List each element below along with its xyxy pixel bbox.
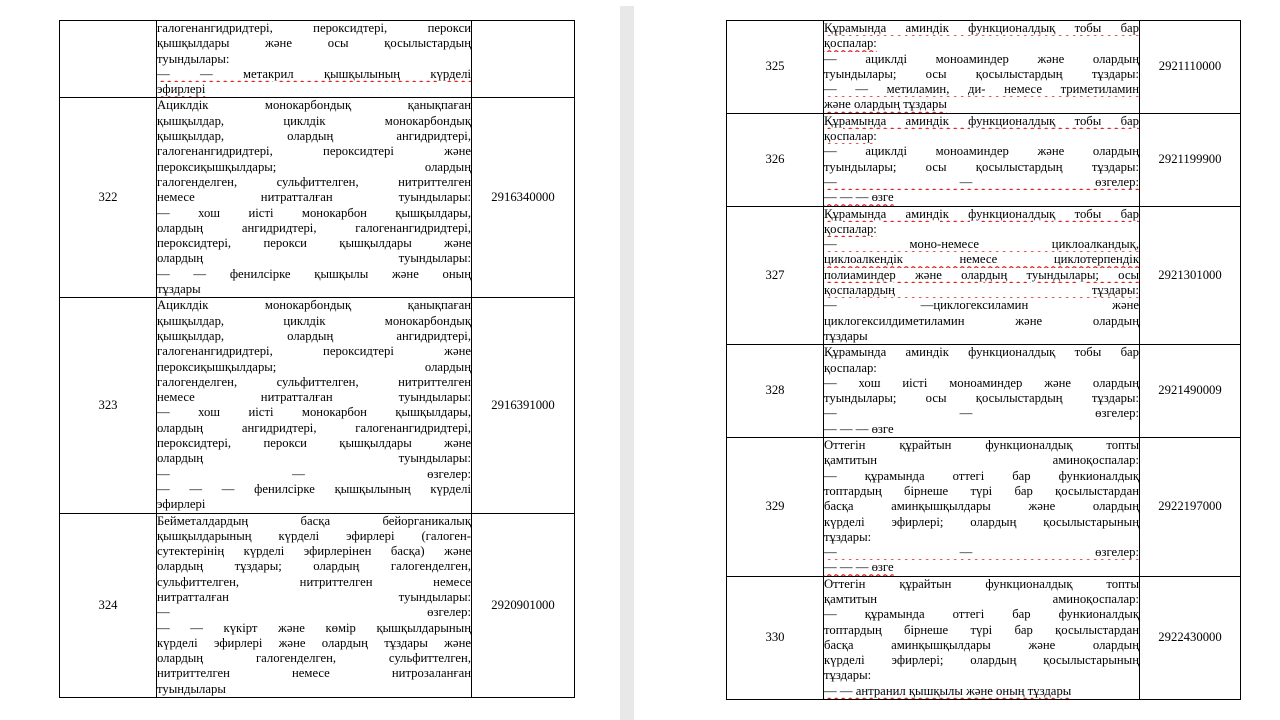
- description-line: туындылары; осы қосылыстардың тұздары:: [824, 66, 1139, 81]
- description-line: нитратталған туындылары:: [157, 589, 471, 604]
- goods-description: [824, 21, 1140, 114]
- table-row: [727, 576, 1241, 699]
- description-line: — өзгелер:: [157, 605, 471, 620]
- description-line: олардың тұздары; олардың галогенделген,: [157, 559, 471, 574]
- table-row: [727, 113, 1241, 206]
- goods-description: [824, 438, 1140, 577]
- description-line: топтардың бірнеше түрі бар қосылыстардан: [824, 622, 1139, 637]
- description-line: Құрамында аминдік функционалдық тобы бар: [824, 206, 1139, 221]
- description-line: — — күкірт және көмір қышқылдарының: [157, 620, 471, 635]
- description-line: галогенделген, сульфиттелген, нитриттелген: [157, 374, 471, 389]
- description-line: олардың галогенделген, сульфиттелген,: [157, 651, 471, 666]
- description-line: күрделі эфирлері; олардың қосылыстарының: [824, 653, 1139, 668]
- description-line: — — өзгелер:: [157, 466, 471, 481]
- hs-code: 2921199900: [1140, 113, 1241, 206]
- hs-code: [472, 21, 575, 98]
- description-line: тұздары: [824, 328, 868, 343]
- description-line: — — өзгелер:: [824, 174, 1139, 189]
- description-line: қамтитын аминоқоспалар:: [824, 591, 1139, 606]
- description-line: туындылары; осы қосылыстардың тұздары:: [824, 159, 1139, 174]
- description-line: қоспалар:: [824, 129, 877, 144]
- goods-description: [157, 298, 472, 513]
- description-line: — — — өзге: [824, 560, 894, 575]
- hs-code: 2921110000: [1140, 21, 1241, 114]
- description-line: сутектерінің күрделі эфирлерінен басқа) және: [157, 544, 471, 559]
- goods-description: [157, 513, 472, 698]
- description-line: — — өзгелер:: [824, 406, 1139, 421]
- description-line: туындылары; осы қосылыстардың тұздары:: [824, 391, 1139, 406]
- description-line: топтардың бірнеше түрі бар қосылыстардан: [824, 483, 1139, 498]
- description-line: пероксидтері, перокси қышқылдары және: [157, 436, 471, 451]
- description-line: — хош иісті монокарбон қышқылдары,: [157, 405, 471, 420]
- description-line: Бейметалдардың басқа бейорганикалық: [157, 513, 471, 528]
- description-line: қоспалар:: [824, 360, 877, 375]
- goods-description: [824, 345, 1140, 438]
- description-line: туындылары: [157, 681, 226, 696]
- description-line: немесе нитратталған туындылары:: [157, 190, 471, 205]
- description-line: Оттегін құрайтын функционалдық топты: [824, 576, 1139, 591]
- table-row: [727, 21, 1241, 114]
- description-line: — құрамында оттегі бар функионалдық: [824, 468, 1139, 483]
- description-line: пероксиқышқылдары; олардың: [157, 159, 471, 174]
- table-row: [60, 98, 575, 298]
- description-line: галогенделген, сульфиттелген, нитриттелген: [157, 174, 471, 189]
- row-number: [60, 21, 157, 98]
- hs-code: 2922430000: [1140, 576, 1241, 699]
- row-number: 324: [60, 513, 157, 698]
- table-row: [727, 206, 1241, 345]
- description-line: — құрамында оттегі бар функионалдық: [824, 607, 1139, 622]
- description-line: нитриттелген немесе нитрозаланған: [157, 666, 471, 681]
- description-line: — —циклогексиламин және: [824, 298, 1139, 313]
- goods-description: [157, 98, 472, 298]
- table-row: [727, 345, 1241, 438]
- description-line: сульфиттелген, нитриттелген немесе: [157, 574, 471, 589]
- description-line: эфирлері: [157, 82, 206, 97]
- description-line: полиаминдер және олардың туындылары; осы: [824, 267, 1139, 282]
- hs-code: 2916340000: [472, 98, 575, 298]
- description-line: циклоалкендік немесе циклотерпендік: [824, 252, 1139, 267]
- description-line: олардың ангидридтері, галогенангидридтері,: [157, 420, 471, 435]
- description-line: қышқылдар, циклдік монокарбондық: [157, 113, 471, 128]
- description-line: қышқылдар, олардың ангидридтері,: [157, 328, 471, 343]
- description-line: галогенангидридтері, пероксидтері, перокси: [157, 21, 471, 35]
- goods-description: [824, 113, 1140, 206]
- hs-code: 2920901000: [472, 513, 575, 698]
- description-line: олардың ангидридтері, галогенангидридтері,: [157, 220, 471, 235]
- goods-description: [824, 206, 1140, 345]
- table-row: [60, 21, 575, 98]
- description-line: қоспалар:: [824, 36, 877, 51]
- description-line: қышқылдар, олардың ангидридтері,: [157, 129, 471, 144]
- description-line: қамтитын аминоқоспалар:: [824, 453, 1139, 468]
- row-number: 327: [727, 206, 824, 345]
- description-line: — — фенилсірке қышқылы және оның: [157, 266, 471, 281]
- description-line: немесе нитратталған туындылары:: [157, 390, 471, 405]
- description-line: пероксидтері, перокси қышқылдары және: [157, 236, 471, 251]
- row-number: 328: [727, 345, 824, 438]
- table-row: [727, 438, 1241, 577]
- description-line: басқа аминқышқылдары және олардың: [824, 637, 1139, 652]
- row-number: 325: [727, 21, 824, 114]
- description-line: — хош иісті монокарбон қышқылдары,: [157, 205, 471, 220]
- row-number: 326: [727, 113, 824, 206]
- page-gutter: [620, 6, 634, 720]
- description-line: — хош иісті моноаминдер және олардың: [824, 375, 1139, 390]
- description-line: олардың туындылары:: [157, 451, 471, 466]
- description-line: — — — өзге: [824, 190, 894, 205]
- description-line: Құрамында аминдік функционалдық тобы бар: [824, 21, 1139, 35]
- description-line: галогенангидридтері, пероксидтері және: [157, 344, 471, 359]
- row-number: 323: [60, 298, 157, 513]
- document-page-left: [0, 0, 620, 720]
- goods-description: [157, 21, 472, 98]
- hs-code: 2922197000: [1140, 438, 1241, 577]
- description-line: галогенангидридтері, пероксидтері және: [157, 144, 471, 159]
- description-line: Құрамында аминдік функционалдық тобы бар: [824, 113, 1139, 128]
- hs-code: 2921301000: [1140, 206, 1241, 345]
- description-line: күрделі эфирлері; олардың қосылыстарының: [824, 514, 1139, 529]
- description-line: — — антранил қышқылы және оның тұздары: [824, 683, 1072, 698]
- description-line: Оттегін құрайтын функционалдық топты: [824, 438, 1139, 453]
- row-number: 329: [727, 438, 824, 577]
- tariff-table-left: [59, 20, 575, 698]
- description-line: қышқылдар, циклдік монокарбондық: [157, 313, 471, 328]
- description-line: — ациклді моноаминдер және олардың: [824, 144, 1139, 159]
- description-line: қоспалар:: [824, 221, 877, 236]
- description-line: — ациклді моноаминдер және олардың: [824, 51, 1139, 66]
- description-line: олардың туындылары:: [157, 251, 471, 266]
- description-line: қоспалардың тұздары:: [824, 283, 1139, 298]
- description-line: Ациклдік монокарбондық қанықпаған: [157, 298, 471, 313]
- goods-description: [824, 576, 1140, 699]
- hs-code: 2916391000: [472, 298, 575, 513]
- table-row: [60, 298, 575, 513]
- hs-code: 2921490009: [1140, 345, 1241, 438]
- table-row: [60, 513, 575, 698]
- description-line: Ациклдік монокарбондық қанықпаған: [157, 98, 471, 113]
- description-line: басқа аминқышқылдары және олардың: [824, 499, 1139, 514]
- description-line: күрделі эфирлері және олардың тұздары және: [157, 635, 471, 650]
- description-line: қышқылдары және осы қосылыстардың: [157, 36, 471, 51]
- row-number: 330: [727, 576, 824, 699]
- description-line: — — — өзге: [824, 421, 894, 436]
- description-line: және олардың тұздары: [824, 97, 947, 112]
- description-line: тұздары:: [824, 529, 872, 544]
- description-line: циклогексилдиметиламин және олардың: [824, 313, 1139, 328]
- tariff-table-right: [726, 20, 1241, 700]
- description-line: тұздары:: [824, 668, 872, 683]
- description-line: эфирлері: [157, 497, 206, 512]
- row-number: 322: [60, 98, 157, 298]
- description-line: — — — фенилсірке қышқылының күрделі: [157, 481, 471, 496]
- description-line: Құрамында аминдік функционалдық тобы бар: [824, 345, 1139, 360]
- document-page-right: [634, 0, 1280, 720]
- description-line: — — метиламин, ди- немесе триметиламин: [824, 82, 1139, 97]
- description-line: қышқылдарының күрделі эфирлері (галоген-: [157, 528, 471, 543]
- description-line: — — өзгелер:: [824, 545, 1139, 560]
- description-line: пероксиқышқылдары; олардың: [157, 359, 471, 374]
- description-line: тұздары: [157, 282, 201, 297]
- description-line: туындылары:: [157, 51, 230, 66]
- description-line: — моно-немесе циклоалкандық,: [824, 237, 1139, 252]
- description-line: — — метакрил қышқылының күрделі: [157, 66, 471, 81]
